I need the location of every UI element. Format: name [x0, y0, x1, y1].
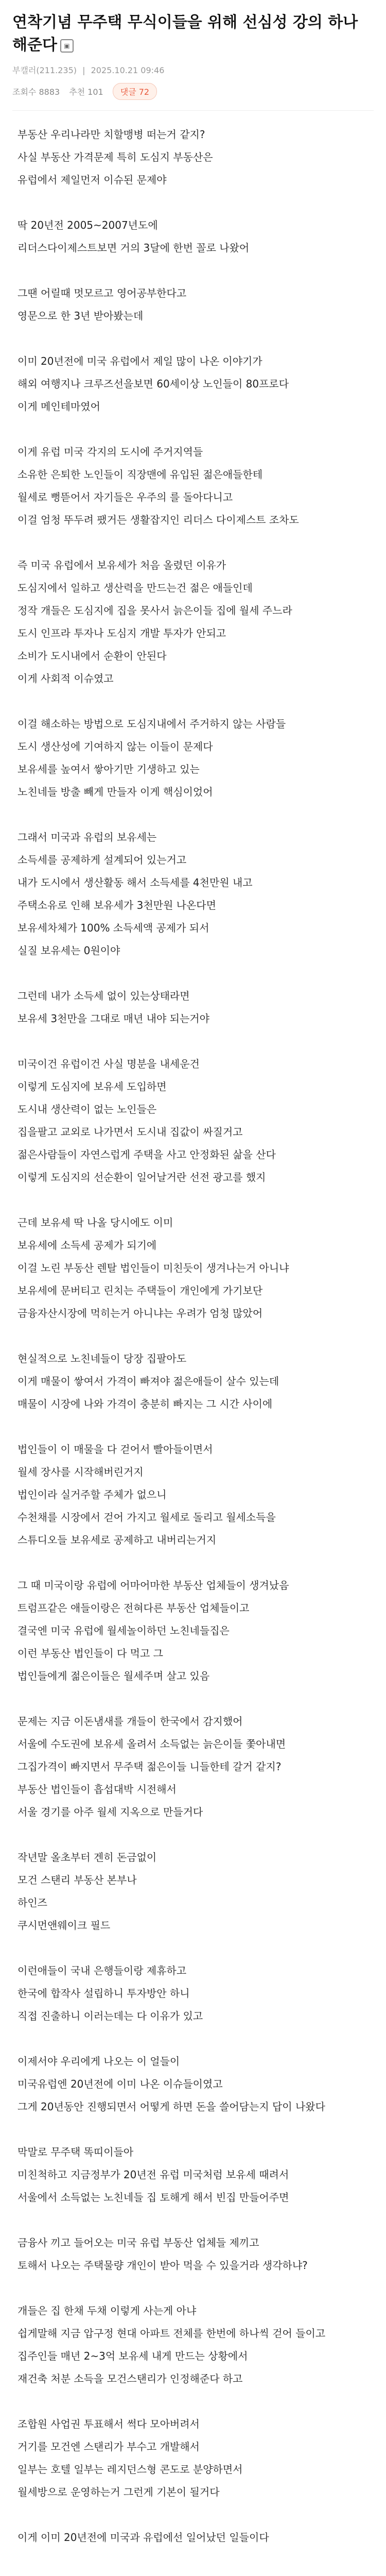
post-line: 소비가 도시내에서 순환이 안된다	[17, 650, 167, 662]
post-line: 이걸 노린 부동산 렌탈 법인들이 미친듯이 생겨나는거 아니냐	[17, 1262, 289, 1274]
post-line: 유럽에서 제일먼저 이슈된 문제야	[17, 174, 167, 186]
post-line: 보유세를 높여서 쌓아기만 기생하고 있는	[17, 763, 200, 775]
post-meta: 부캘러(211.235) | 2025.10.21 09:46	[12, 65, 165, 75]
post-line: 이런 부동산 법인들이 다 먹고 그	[17, 1647, 163, 1659]
post-line: 부동산 우리나라만 치할맹병 떠는거 같지?	[17, 128, 205, 141]
post-line: 영문으로 한 3년 받아봤는데	[17, 310, 144, 322]
post-line: 도시 인프라 투자나 도심지 개발 투자가 안되고	[17, 627, 226, 639]
post-line: 결국엔 미국 유럽에 월세놀이하던 노친네들집은	[17, 1624, 230, 1637]
post-line: 이걸 해소하는 방법으로 도심지내에서 주거하지 않는 사람들	[17, 718, 286, 730]
post-line: 서울에서 소득없는 노친네들 집 토해게 해서 빈집 만들어주면	[17, 2191, 289, 2204]
post-line: 월세로 뻥뜯어서 자기들은 우주의 를 돌아다니고	[17, 491, 233, 503]
post-paragraph	[17, 554, 369, 690]
post-line: 이걸 엄청 뚜두려 팼거든 생활잡지인 리더스 다이제스트 조차도	[17, 514, 299, 526]
post-line: 작년말 올초부터 겐히 돈금없이	[17, 1851, 157, 1863]
post-paragraph	[17, 985, 369, 1030]
post-paragraph	[17, 2050, 369, 2118]
post-paragraph	[17, 826, 369, 962]
post-paragraph	[17, 1959, 369, 2027]
post-line: 그게 20년동안 진행되면서 어떻게 하면 돈을 쓸어담는지 답이 나왔다	[17, 2100, 325, 2113]
post-line: 이런애들이 국내 은행들이랑 제휴하고	[17, 1964, 187, 1977]
post-line: 딱 20년전 2005~2007년도에	[17, 219, 158, 231]
post-line: 금융사 끼고 들어오는 미국 유럽 부동산 업체들 제끼고	[17, 2236, 259, 2249]
post-line: 서울에 수도권에 보유세 올려서 소득없는 늙은이들 쫓아내면	[17, 1738, 286, 1750]
comment-count-badge[interactable]: 댓글 72	[113, 83, 157, 100]
post-line: 보유세에 소득세 공제가 되기에	[17, 1239, 157, 1251]
post-line: 쿠시먼앤웨이크 필드	[17, 1919, 111, 1931]
post-line: 일부는 호텔 일부는 레지던스형 콘도로 분양하면서	[17, 2463, 243, 2476]
post-line: 조합원 사업권 투표해서 썩다 모아버려서	[17, 2418, 200, 2430]
post-line: 내가 도시에서 생산활동 해서 소득세를 4천만원 내고	[17, 876, 253, 889]
post-line: 그래서 미국과 유럽의 보유세는	[17, 831, 157, 843]
post-line: 실질 보유세는 0원이야	[17, 944, 120, 957]
author-name[interactable]: 부캘러(211.235)	[12, 65, 77, 75]
post-line: 도심지에서 일하고 생산력을 만드는건 젊은 애들인데	[17, 582, 253, 594]
post-line: 사실 부동산 가격문제 특히 도심지 부동산은	[17, 151, 213, 163]
view-count: 조회수 8883	[12, 87, 60, 97]
post-line: 그 때 미국이랑 유럽에 어마어마한 부동산 업체들이 생겨났음	[17, 1579, 289, 1591]
post-line: 한국에 합작사 설립하니 투자방안 하니	[17, 1987, 190, 1999]
post-paragraph	[17, 1846, 369, 1937]
post-line: 소유한 은퇴한 노인들이 직장맨에 유입된 젊은애들한테	[17, 468, 263, 481]
post-paragraph	[17, 1211, 369, 1325]
header-divider	[12, 110, 374, 111]
post-paragraph	[17, 713, 369, 803]
post-line: 미국유럽엔 20년전에 이미 나온 이슈들이였고	[17, 2078, 223, 2090]
post-line: 주택소유로 인해 보유세가 3천만원 나온다면	[17, 899, 216, 911]
post-line: 막말로 무주택 똑띠이들아	[17, 2146, 134, 2158]
post-line: 모건 스탠리 부동산 본부나	[17, 1874, 137, 1886]
post-line: 근데 보유세 딱 나올 당시에도 이미	[17, 1216, 173, 1229]
post-line: 이게 매물이 쌓여서 가격이 빠져야 젊은애들이 살수 있는데	[17, 1375, 279, 1387]
post-line: 하인즈	[17, 1896, 47, 1909]
post-line: 수천채를 시장에서 걷어 가지고 월세로 돌리고 월세소득을	[17, 1511, 276, 1523]
post-line: 해외 여행지나 크루즈선을보면 60세이상 노인들이 80프로다	[17, 378, 289, 390]
post-line: 이게 유럽 미국 각지의 도시에 주거지역들	[17, 446, 203, 458]
post-line: 현실적으로 노친네들이 당장 집팔아도	[17, 1352, 187, 1365]
post-line: 즉 미국 유럽에서 보유세가 처음 올렸던 이유가	[17, 559, 226, 571]
post-line: 금융자산시장에 먹히는거 아니냐는 우려가 엄청 많았어	[17, 1307, 263, 1319]
post-line: 거기를 모건엔 스탠리가 부수고 개발해서	[17, 2441, 200, 2453]
post-datetime: 2025.10.21 09:46	[91, 65, 165, 75]
post-line: 쉽게말해 지금 압구정 현대 아파트 전체를 한번에 하나씩 걷어 들이고	[17, 2327, 326, 2340]
post-line: 이렇게 도심지의 선순환이 일어날거란 선전 광고를 했지	[17, 1171, 266, 1183]
post-stats	[12, 83, 374, 100]
post-line: 소득세를 공제하게 설계되어 있는거고	[17, 854, 187, 866]
post-line: 법인들이 이 매물을 다 걷어서 빨아들이면서	[17, 1443, 213, 1455]
post-line: 재건축 처분 소득을 모건스탠리가 인정해준다 하고	[17, 2372, 243, 2385]
post-line: 직접 진출하니 이러는데는 다 이유가 있고	[17, 2010, 203, 2022]
post-line: 트럼프같은 애들이랑은 전혀다른 부동산 업체들이고	[17, 1602, 250, 1614]
post-line: 보유세차체가 100% 소득세액 공제가 되서	[17, 922, 209, 934]
post-line: 미국이건 유럽이건 사실 명분을 내세운건	[17, 1058, 200, 1070]
post-paragraph	[17, 2231, 369, 2277]
post-line: 이게 메인테마였어	[17, 400, 100, 413]
post-line: 미친척하고 지금정부가 20년전 유럽 미국처럼 보유세 때려서	[17, 2168, 289, 2181]
post-line: 정작 개들은 도심지에 집을 못사서 늙은이들 집에 월세 주느라	[17, 604, 292, 617]
post-line: 이제서야 우리에게 나오는 이 얼들이	[17, 2055, 180, 2067]
post-line: 법인들에게 젊은이들은 월세주며 살고 있음	[17, 1670, 210, 1682]
post-line: 법인이라 실거주할 주체가 없으니	[17, 1488, 167, 1501]
post-line: 노친네들 방출 빼게 만들자 이게 핵심이었어	[17, 786, 213, 798]
post-line: 이렇게 도심지에 보유세 도입하면	[17, 1080, 167, 1093]
post-line: 매물이 시장에 나와 가격이 충분히 빠지는 그 시간 사이에	[17, 1398, 273, 1410]
post-line: 도시내 생산력이 없는 노인들은	[17, 1103, 157, 1115]
post-paragraph	[17, 1574, 369, 1687]
post-line: 서울 경기를 아주 월세 지옥으로 만들거다	[17, 1806, 203, 1818]
post-line: 이미 20년전에 미국 유럽에서 제일 많이 나온 이야기가	[17, 355, 262, 367]
post-line: 집주인들 매년 2~3억 보유세 내게 만드는 상황에서	[17, 2350, 248, 2362]
post-line: 월세 장사를 시작해버린거지	[17, 1466, 144, 1478]
post-line: 월세방으로 운영하는거 그런게 기본이 될거다	[17, 2486, 220, 2498]
post-paragraph	[17, 1438, 369, 1551]
post-line: 그런데 내가 소득세 없이 있는상태라면	[17, 990, 190, 1002]
post-line: 젊은사람들이 자연스럽게 주택을 사고 안정화된 삶을 산다	[17, 1148, 276, 1161]
post-paragraph	[17, 1053, 369, 1189]
post-header	[0, 0, 386, 111]
post-paragraph	[17, 2526, 369, 2549]
post-paragraph	[17, 350, 369, 418]
post-paragraph	[17, 1347, 369, 1415]
post-line: 이게 이미 20년전에 미국과 유럽에선 일어났던 일들이다	[17, 2531, 269, 2544]
post-body	[0, 123, 386, 2549]
post-line: 그집가격이 빠지면서 무주택 젊은이들 니들한테 갈거 같지?	[17, 1760, 282, 1773]
post-line: 토해서 나오는 주택물량 개인이 받아 먹을 수 있을거라 생각하냐?	[17, 2259, 308, 2272]
post-title-text: 연착기념 무주택 무식이들을 위해 선심성 강의 하나 해준다	[12, 13, 358, 54]
recommend-count: 추천 101	[69, 87, 103, 97]
post-line: 개들은 집 한채 두채 이렇게 사는게 아냐	[17, 2304, 197, 2317]
post-line: 집을팔고 교외로 나가면서 도시내 집값이 싸질거고	[17, 1126, 243, 1138]
post-paragraph	[17, 440, 369, 531]
post-line: 부동산 법인들이 흡섭대박 시전해서	[17, 1783, 177, 1795]
post-title	[12, 11, 374, 57]
post-line: 보유세에 문버티고 린치는 주택들이 개인에게 가기보단	[17, 1284, 263, 1297]
post-line: 도시 생산성에 기여하지 않는 이들이 문제다	[17, 740, 213, 753]
post-paragraph	[17, 1710, 369, 1823]
post-paragraph	[17, 214, 369, 259]
post-paragraph	[17, 123, 369, 191]
post-paragraph	[17, 2413, 369, 2503]
post-line: 보유세 3천만을 그대로 매년 내야 되는거야	[17, 1012, 209, 1025]
image-icon: ▣	[60, 39, 74, 53]
post-line: 그땐 어릴때 멋모르고 영어공부한다고	[17, 287, 187, 299]
post-line: 스튜디오들 보유세로 공제하고 내버리는거지	[17, 1534, 217, 1546]
post-line: 문제는 지금 이돈냄새를 개들이 한국에서 감지했어	[17, 1715, 243, 1727]
post-line: 이게 사회적 이슈였고	[17, 672, 114, 685]
post-paragraph	[17, 282, 369, 327]
post-line: 리더스다이제스트보면 거의 3달에 한번 꼴로 나왔어	[17, 242, 250, 254]
post-paragraph	[17, 2299, 369, 2390]
post-paragraph	[17, 2141, 369, 2209]
